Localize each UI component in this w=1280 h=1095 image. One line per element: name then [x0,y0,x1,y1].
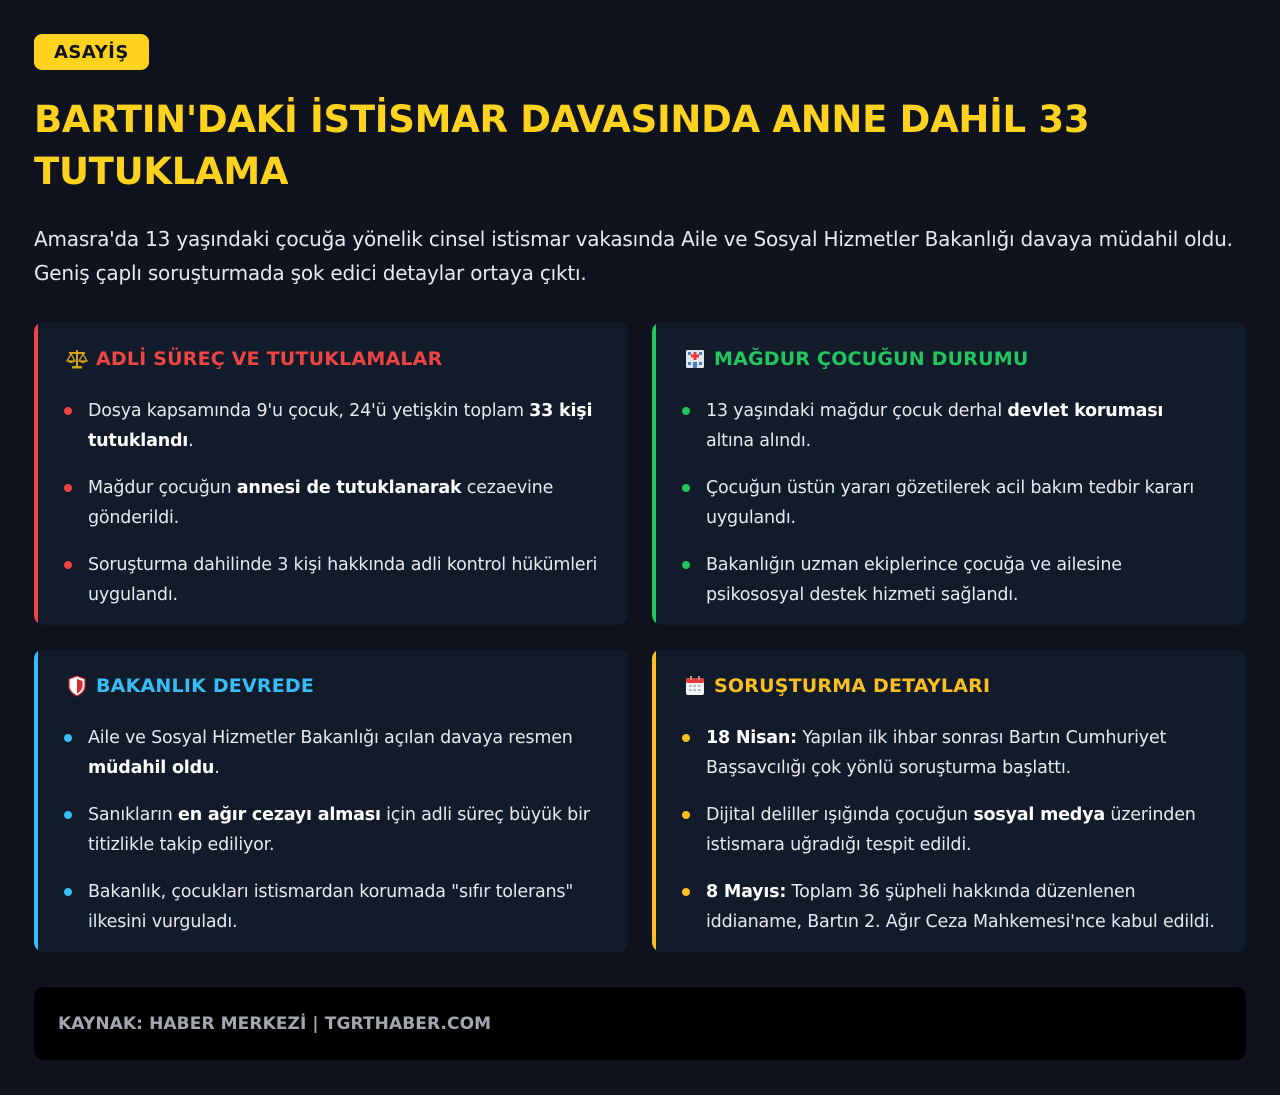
item-text: . [214,758,220,778]
card-header [64,346,598,372]
card-header [682,346,1216,372]
emphasis-text: müdahil oldu [88,758,215,778]
card-title: ADLİ SÜREÇ VE TUTUKLAMALAR [96,348,443,370]
info-grid [34,322,1246,952]
card-title: BAKANLIK DEVREDE [96,675,315,697]
item-text: Dijital deliller ışığında çocuğun [706,805,974,825]
item-list [64,396,598,610]
item-text: Toplam 36 şüpheli hakkında düzenlenen iddianame, Bartın 2. Ağır Ceza Mahkemesi'nce kabul edildi. [706,882,1215,932]
category-badge[interactable]: ASAYİŞ [34,34,149,70]
scales-icon [64,346,90,372]
card-ministry [34,649,628,952]
card-victim-status [652,322,1246,625]
list-item [682,550,1216,610]
card-header [64,673,598,699]
list-item [682,723,1216,783]
item-text: Bakanlık, çocukları istismardan korumada "sıfır tolerans" ilkesini vurguladı. [88,882,574,932]
list-item [682,877,1216,937]
card-investigation [652,649,1246,952]
source-footer [34,987,1246,1060]
emphasis-text: 33 kişi tutuklandı [88,401,593,451]
list-item [682,396,1216,456]
emphasis-text: en ağır cezayı alması [178,805,381,825]
card-header [682,673,1216,699]
list-item [682,800,1216,860]
emphasis-text: sosyal medya [973,805,1105,825]
card-title: SORUŞTURMA DETAYLARI [714,675,991,697]
item-list [682,396,1216,610]
hospital-icon [682,346,708,372]
list-item [64,396,598,456]
headline: BARTIN'DAKİ İSTİSMAR DAVASINDA ANNE DAHİL 33 TUTUKLAMA [34,98,1090,193]
item-text: üzerinden istismara uğradığı tespit edildi. [706,805,1196,855]
item-text: . [188,431,194,451]
item-text: Sanıkların [88,805,179,825]
emphasis-text: 8 Mayıs: [706,882,787,902]
item-list [64,723,598,937]
emphasis-text: 18 Nisan: [706,728,797,748]
article-header [34,34,1246,290]
item-text: Aile ve Sosyal Hizmetler Bakanlığı açılan davaya resmen [88,728,573,748]
emphasis-text: devlet koruması [1007,401,1164,421]
list-item [682,473,1216,533]
list-item [64,473,598,533]
item-text: Soruşturma dahilinde 3 kişi hakkında adli kontrol hükümleri uygulandı. [88,555,598,605]
calendar-icon [682,673,708,699]
lead-paragraph: Amasra'da 13 yaşındaki çocuğa yönelik cinsel istismar vakasında Aile ve Sosyal Hizmetler Bakanlığı davaya müdahil oldu. Geniş çaplı soruşturmada şok edici detaylar ortaya çıktı. [34,227,1233,285]
list-item [64,723,598,783]
item-list [682,723,1216,937]
list-item [64,800,598,860]
item-text: 13 yaşındaki mağdur çocuk derhal [706,401,1008,421]
emphasis-text: annesi de tutuklanarak [236,478,462,498]
list-item [64,877,598,937]
card-legal-process [34,322,628,625]
item-text: için adli süreç büyük bir titizlikle takip ediliyor. [88,805,590,855]
item-text: cezaevine gönderildi. [88,478,554,528]
item-text: Çocuğun üstün yararı gözetilerek acil bakım tedbir kararı uygulandı. [706,478,1194,528]
item-text: Dosya kapsamında 9'u çocuk, 24'ü yetişkin toplam [88,401,530,421]
shield-icon [64,673,90,699]
item-text: Bakanlığın uzman ekiplerince çocuğa ve ailesine psikososyal destek hizmeti sağlandı. [706,555,1122,605]
item-text: Yapılan ilk ihbar sonrası Bartın Cumhuriyet Başsavcılığı çok yönlü soruşturma başlattı. [706,728,1167,778]
card-title: MAĞDUR ÇOCUĞUN DURUMU [714,348,1029,370]
source-text: KAYNAK: HABER MERKEZİ | TGRTHABER.COM [58,1013,492,1034]
list-item [64,550,598,610]
item-text: Mağdur çocuğun [88,478,237,498]
item-text: altına alındı. [706,431,811,451]
